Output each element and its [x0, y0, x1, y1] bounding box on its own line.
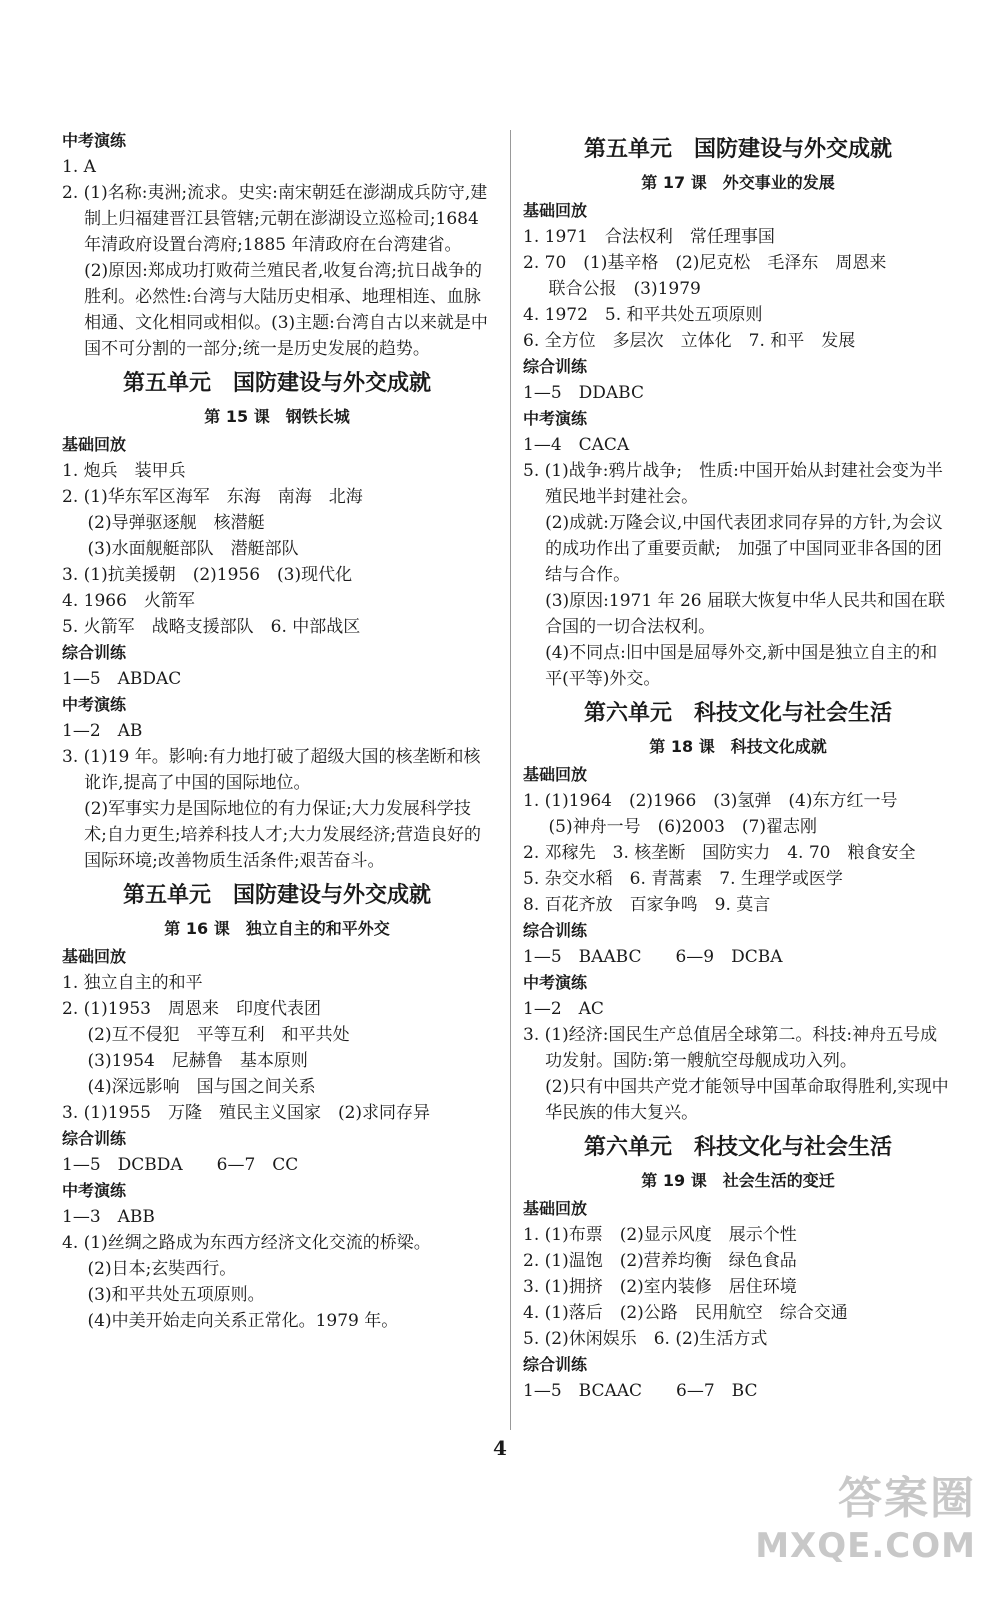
answer-line: (4)中美开始走向关系正常化。1979 年。 — [87, 1311, 399, 1331]
answer-line: 3. (1)经济:国民生产总值居全球第二。科技:神舟五号成功发射。国防:第一艘航空母舰成功入列。 — [523, 1025, 938, 1071]
answer-line: 1—4 CACA — [523, 435, 630, 455]
answer-line: 2. 邓稼先 3. 核垄断 国防实力 4. 70 粮食安全 — [523, 843, 916, 863]
section-heading: 综合训练 — [62, 1129, 127, 1148]
answer-line: (2)互不侵犯 平等互利 和平共处 — [87, 1025, 350, 1045]
answer-line: 1. (1)1964 (2)1966 (3)氢弹 (4)东方红一号 — [523, 791, 898, 811]
section-heading: 综合训练 — [62, 643, 127, 662]
right-column — [523, 128, 953, 1404]
section-heading: 综合训练 — [523, 921, 588, 940]
section-heading: 综合训练 — [523, 357, 588, 376]
lesson-title: 第 18 课 科技文化成就 — [649, 737, 827, 756]
lesson-title: 第 19 课 社会生活的变迁 — [641, 1171, 835, 1190]
answer-line: (3)原因:1971 年 26 届联大恢复中华人民共和国在联合国的一切合法权利。 — [545, 591, 946, 637]
lesson-title: 第 15 课 钢铁长城 — [204, 407, 350, 426]
answer-line: 1—3 ABB — [62, 1207, 155, 1227]
answer-line: 联合公报 (3)1979 — [548, 279, 701, 299]
section-heading: 基础回放 — [523, 1199, 588, 1218]
answer-line: (5)神舟一号 (6)2003 (7)翟志刚 — [548, 817, 818, 837]
answer-line: (3)和平共处五项原则。 — [87, 1285, 265, 1305]
answer-line: 4. 1972 5. 和平共处五项原则 — [523, 305, 763, 325]
section-heading: 综合训练 — [523, 1355, 588, 1374]
section-heading: 中考演练 — [62, 131, 127, 150]
unit-title: 第五单元 国防建设与外交成就 — [122, 882, 431, 908]
answer-line: (2)日本;玄奘西行。 — [87, 1259, 237, 1279]
answer-line: 3. (1)拥挤 (2)室内装修 居住环境 — [523, 1277, 797, 1297]
section-heading: 基础回放 — [523, 201, 588, 220]
answer-line: 5. 火箭军 战略支援部队 6. 中部战区 — [62, 617, 361, 637]
section-heading: 中考演练 — [62, 695, 127, 714]
answer-line: 1—5 DCBDA 6—7 CC — [62, 1155, 299, 1175]
lesson-title: 第 16 课 独立自主的和平外交 — [164, 919, 390, 938]
answer-line: 6. 全方位 多层次 立体化 7. 和平 发展 — [523, 331, 856, 351]
answer-line: 1—5 DDABC — [523, 383, 644, 403]
answer-line: 5. (1)战争:鸦片战争; 性质:中国开始从封建社会变为半殖民地半封建社会。 — [523, 461, 943, 507]
answer-line: 4. (1)丝绸之路成为东西方经济文化交流的桥梁。 — [62, 1233, 431, 1253]
answer-line: 1—2 AC — [523, 999, 604, 1019]
section-heading: 基础回放 — [62, 947, 127, 966]
answer-line: 1—5 BCAAC 6—7 BC — [523, 1381, 758, 1401]
page-number: 4 — [493, 1436, 507, 1460]
watermark-text: 答案圈 — [838, 1473, 976, 1524]
answer-line: (4)不同点:旧中国是屈辱外交,新中国是独立自主的和平(平等)外交。 — [545, 643, 938, 689]
answer-line: 1—2 AB — [62, 721, 143, 741]
answer-line: 3. (1)19 年。影响:有力地打破了超级大国的核垄断和核讹诈,提高了中国的国际地位。 — [62, 747, 481, 793]
left-column — [62, 128, 492, 1334]
watermark-url: MXQE.COM — [755, 1526, 976, 1566]
answer-line: 2. (1)名称:夷洲;流求。史实:南宋朝廷在澎湖成兵防守,建制上归福建晋江县管辖;元朝在澎湖设立巡检司;1684 年清政府设置台湾府;1885 年清政府在台湾建省。 — [62, 183, 488, 255]
answer-line: (2)导弹驱逐舰 核潜艇 — [87, 513, 265, 533]
answer-line: (3)水面舰艇部队 潜艇部队 — [87, 539, 299, 559]
section-heading: 基础回放 — [62, 435, 127, 454]
answer-line: 4. (1)落后 (2)公路 民用航空 综合交通 — [523, 1303, 848, 1323]
section-heading: 中考演练 — [523, 409, 588, 428]
unit-title: 第六单元 科技文化与社会生活 — [583, 700, 892, 726]
column-divider — [510, 130, 511, 1430]
lesson-title: 第 17 课 外交事业的发展 — [641, 173, 835, 192]
answer-line: (4)深远影响 国与国之间关系 — [87, 1077, 316, 1097]
answer-line: 1. (1)布票 (2)显示风度 展示个性 — [523, 1225, 797, 1245]
watermark-logo — [755, 1462, 976, 1566]
section-heading: 中考演练 — [523, 973, 588, 992]
answer-line: 3. (1)抗美援朝 (2)1956 (3)现代化 — [62, 565, 353, 585]
answer-line: 1. 独立自主的和平 — [62, 973, 203, 993]
answer-line: 3. (1)1955 万隆 殖民主义国家 (2)求同存异 — [62, 1103, 431, 1123]
answer-line: (2)只有中国共产党才能领导中国革命取得胜利,实现中华民族的伟大复兴。 — [545, 1077, 949, 1123]
answer-line: 1—5 BAABC 6—9 DCBA — [523, 947, 783, 967]
answer-line: 1. 炮兵 装甲兵 — [62, 461, 186, 481]
answer-line: 2. (1)1953 周恩来 印度代表团 — [62, 999, 321, 1019]
answer-line: 2. 70 (1)基辛格 (2)尼克松 毛泽东 周恩来 — [523, 253, 887, 273]
answer-line: 4. 1966 火箭军 — [62, 591, 195, 611]
answer-line: (3)1954 尼赫鲁 基本原则 — [87, 1051, 308, 1071]
answer-line: 2. (1)华东军区海军 东海 南海 北海 — [62, 487, 363, 507]
section-heading: 中考演练 — [62, 1181, 127, 1200]
answer-line: (2)成就:万隆会议,中国代表团求同存异的方针,为会议的成功作出了重要贡献; 加强了中国同亚非各国的团结与合作。 — [545, 513, 943, 585]
answer-line: 1—5 ABDAC — [62, 669, 182, 689]
unit-title: 第五单元 国防建设与外交成就 — [583, 136, 892, 162]
unit-title: 第六单元 科技文化与社会生活 — [583, 1134, 892, 1160]
unit-title: 第五单元 国防建设与外交成就 — [122, 370, 431, 396]
answer-line: (2)原因:郑成功打败荷兰殖民者,收复台湾;抗日战争的胜利。必然性:台湾与大陆历史相承、地理相连、血脉相通、文化相同或相似。(3)主题:台湾自古以来就是中国不可分割的一部分;统一是历史发展的趋势。 — [84, 261, 488, 359]
answer-line: 5. (2)休闲娱乐 6. (2)生活方式 — [523, 1329, 768, 1349]
answer-line: 2. (1)温饱 (2)营养均衡 绿色食品 — [523, 1251, 797, 1271]
section-heading: 基础回放 — [523, 765, 588, 784]
answer-line: 8. 百花齐放 百家争鸣 9. 莫言 — [523, 895, 771, 915]
answer-line: 1. A — [62, 157, 96, 177]
answer-line: (2)军事实力是国际地位的有力保证;大力发展科学技术;自力更生;培养科技人才;大力发展经济;营造良好的国际环境;改善物质生活条件;艰苦奋斗。 — [84, 799, 482, 871]
answer-line: 1. 1971 合法权利 常任理事国 — [523, 227, 775, 247]
answer-line: 5. 杂交水稻 6. 青蒿素 7. 生理学或医学 — [523, 869, 843, 889]
